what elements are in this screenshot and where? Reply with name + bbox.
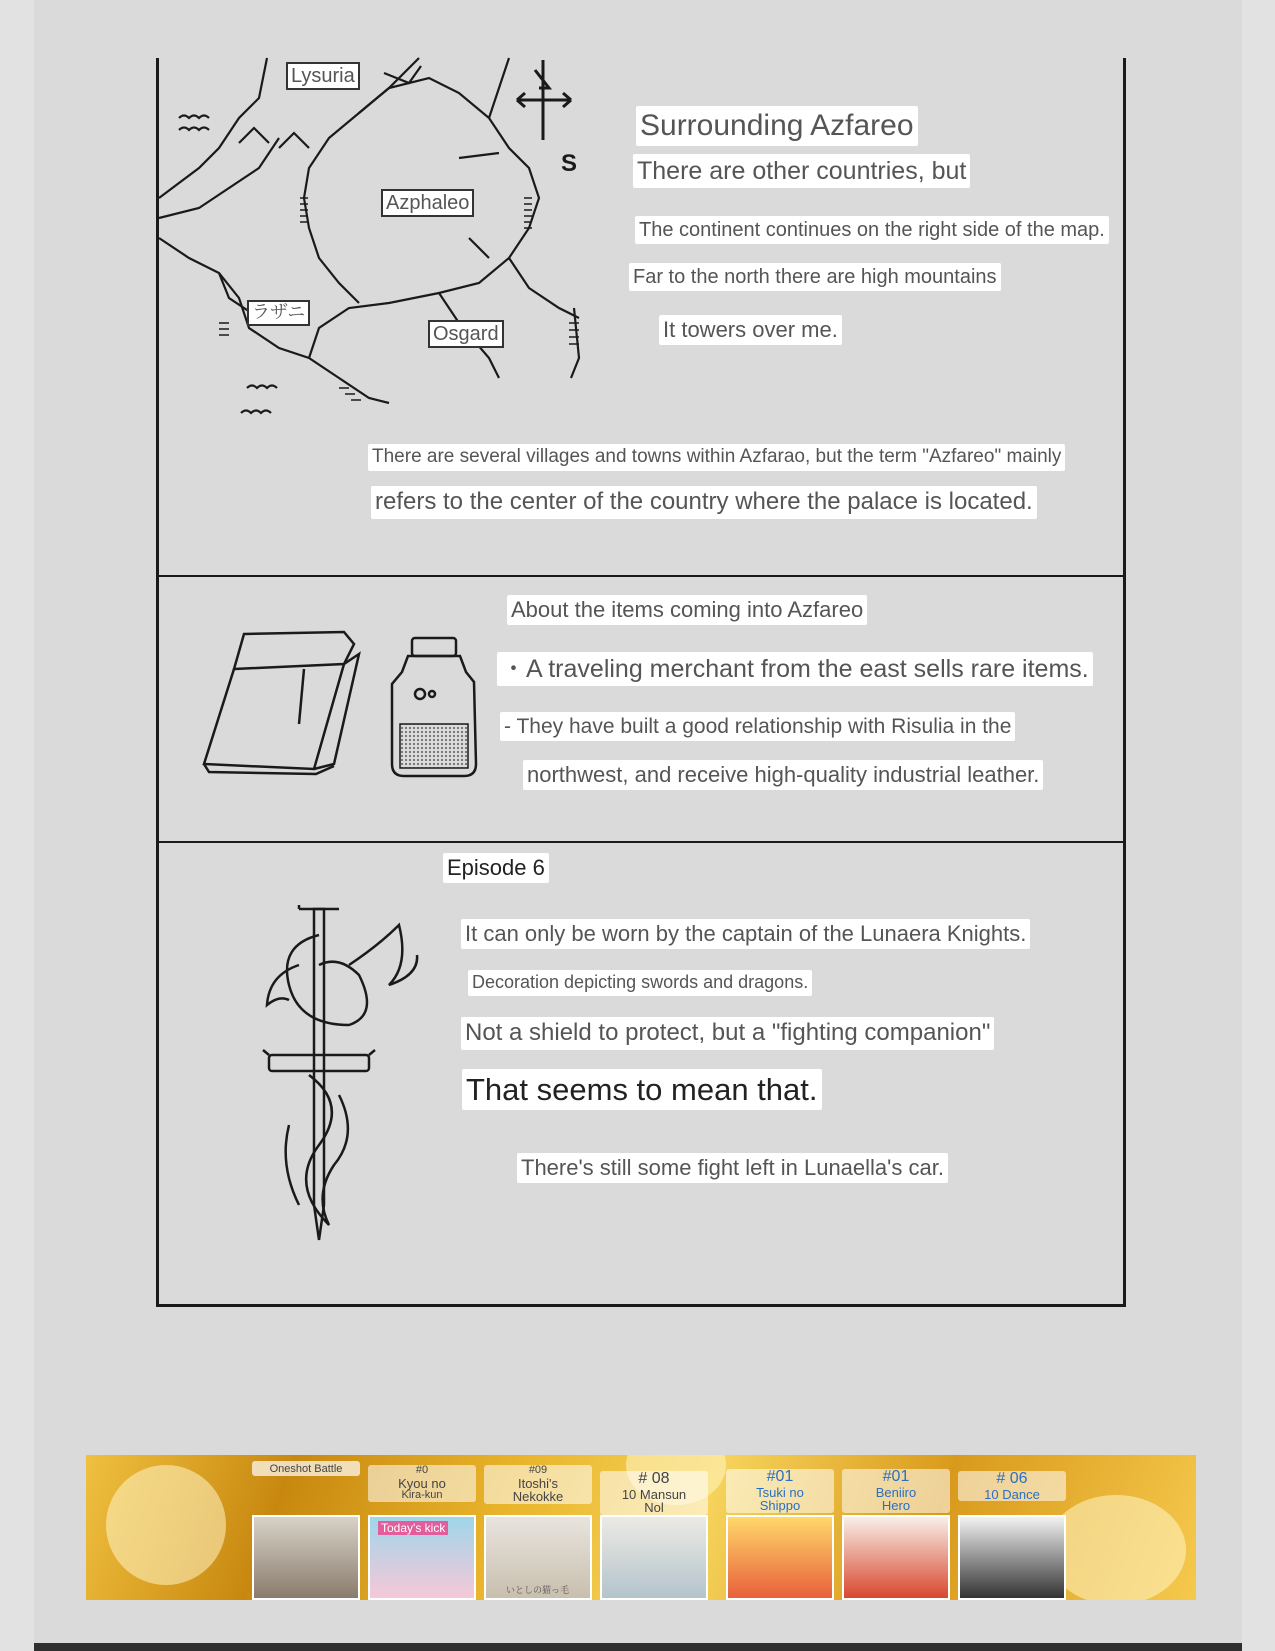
items-caption-1: ・A traveling merchant from the east sells rare items.: [497, 652, 1093, 686]
banner-subtitle: Hero: [881, 1498, 911, 1514]
emblem-caption-1: It can only be worn by the captain of the Lunaera Knights.: [461, 919, 1030, 949]
banner-title: 10 Mansun: [621, 1486, 687, 1502]
banner-title: Itoshi's: [517, 1475, 559, 1491]
banner-thumb-overlay: いとしの猫っ毛: [506, 1585, 570, 1595]
banner-tag: #01: [882, 1468, 910, 1485]
map-bottom-caption-2: refers to the center of the country where the palace is located.: [371, 486, 1037, 519]
panel-map: [156, 58, 1126, 577]
banner-subtitle: Kira-kun: [401, 1489, 443, 1502]
map-caption-1: There are other countries, but: [633, 154, 970, 188]
panel-items: [156, 576, 1126, 843]
banner-title: Beniiro: [875, 1484, 917, 1500]
banner-item-itoshi-nekokke[interactable]: [484, 1455, 592, 1600]
banner-item-10-dance[interactable]: [958, 1455, 1066, 1600]
banner-tag: # 08: [638, 1470, 670, 1487]
episode-label: Episode 6: [443, 853, 549, 883]
banner-tag: Oneshot Battle: [269, 1463, 343, 1475]
banner-item-beniiro-hero[interactable]: [842, 1455, 950, 1600]
sword-dragon-emblem-icon: [259, 905, 439, 1265]
banner-thumb: [958, 1515, 1066, 1600]
banner-thumb-overlay: Today's kick: [378, 1521, 448, 1535]
jar-icon: [384, 634, 484, 784]
banner-thumb: [484, 1515, 592, 1600]
banner-subtitle: Shippo: [759, 1498, 801, 1514]
banner-thumb: [726, 1515, 834, 1600]
map-caption-4: It towers over me.: [659, 315, 842, 345]
banner-item-10-mansun-nol[interactable]: [600, 1455, 708, 1600]
promo-banner[interactable]: [86, 1455, 1196, 1600]
banner-tag: #01: [766, 1468, 794, 1485]
banner-title: Tsuki no: [756, 1484, 804, 1500]
map-bottom-caption-1: There are several villages and towns within Azfarao, but the term "Azfareo" mainly: [368, 444, 1065, 471]
compass-icon: [509, 58, 579, 158]
banner-thumb: [600, 1515, 708, 1600]
items-caption-3: northwest, and receive high-quality industrial leather.: [523, 760, 1043, 790]
emblem-caption-5: There's still some fight left in Lunaella's car.: [517, 1153, 948, 1183]
banner-item-oneshot[interactable]: [252, 1455, 360, 1600]
items-title: About the items coming into Azfareo: [507, 595, 867, 625]
banner-item-kyou-no-kira-kun[interactable]: [368, 1455, 476, 1600]
map-label-katakana: ラザニ: [247, 300, 310, 326]
banner-title: 10 Dance: [984, 1486, 1040, 1502]
banner-subtitle: Nol: [644, 1500, 664, 1516]
bottom-bar: [34, 1643, 1242, 1651]
banner-subtitle: Nekokke: [512, 1489, 564, 1505]
banner-tag: #0: [415, 1464, 429, 1476]
map-caption-2: The continent continues on the right side of the map.: [635, 216, 1109, 244]
map-caption-3: Far to the north there are high mountains: [629, 263, 1001, 291]
map-label-azphaleo: Azphaleo: [381, 189, 474, 217]
banner-tag: #09: [528, 1464, 548, 1476]
map-title: Surrounding Azfareo: [636, 106, 918, 146]
items-caption-2: - They have built a good relationship with Risulia in the: [500, 712, 1015, 741]
map-label-osgard: Osgard: [428, 320, 504, 348]
emblem-caption-4: That seems to mean that.: [462, 1069, 822, 1110]
banner-item-tsuki-no-shippo[interactable]: [726, 1455, 834, 1600]
banner-thumb: [252, 1515, 360, 1600]
banner-tag: # 06: [996, 1470, 1028, 1487]
panel-emblem: [156, 843, 1126, 1307]
banner-thumb: [842, 1515, 950, 1600]
compass-south-label: S: [561, 150, 578, 177]
map-label-lysuria: Lysuria: [286, 62, 360, 90]
emblem-caption-3: Not a shield to protect, but a "fighting companion": [461, 1017, 994, 1050]
emblem-caption-2: Decoration depicting swords and dragons.: [468, 970, 812, 996]
leather-bag-icon: [204, 624, 369, 774]
banner-thumb: [368, 1515, 476, 1600]
banner-title: Kyou no: [398, 1475, 446, 1491]
